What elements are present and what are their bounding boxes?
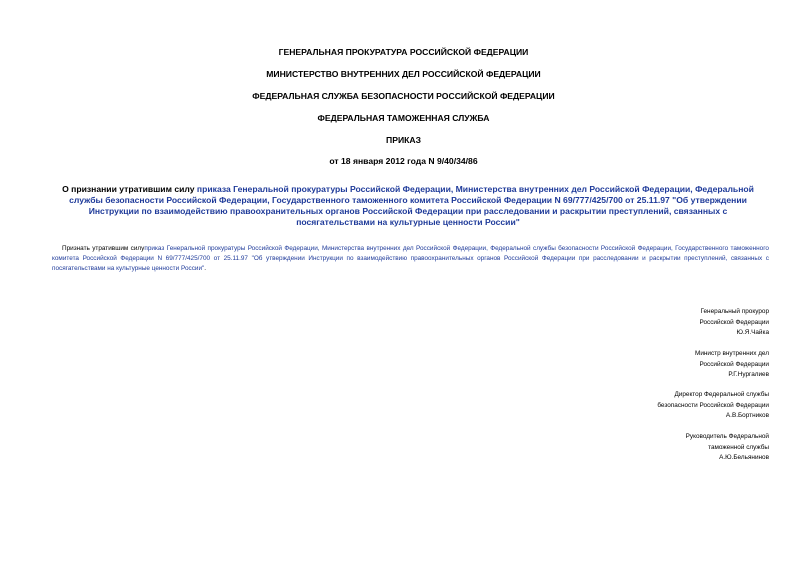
signature-position: Российской Федерации xyxy=(699,360,769,368)
signature-position: Директор Федеральной службы xyxy=(674,391,769,398)
doc-date-number: от 18 января 2012 года N 9/40/34/86 xyxy=(329,156,478,166)
doc-title xyxy=(52,184,764,228)
header-customs-service: ФЕДЕРАЛЬНАЯ ТАМОЖЕННАЯ СЛУЖБА xyxy=(317,113,490,123)
signature-position: Министр внутренних дел xyxy=(695,350,769,357)
signature-position: Генеральный прокурор xyxy=(700,308,769,315)
header-prosecutor-office: ГЕНЕРАЛЬНАЯ ПРОКУРАТУРА РОССИЙСКОЙ ФЕДЕРАЦИИ xyxy=(278,47,529,57)
header-interior-ministry: МИНИСТЕРСТВО ВНУТРЕННИХ ДЕЛ РОССИЙСКОЙ ФЕДЕРАЦИИ xyxy=(266,69,541,79)
doc-title-link[interactable]: приказа Генеральной прокуратуры Российской Федерации, Министерства внутренних дел Российской Федерации, Федеральной службы безопасности Российской Федерации, Государственного таможенного комитета Российской Федерации N 69/777/425/700 от 25.11.97 "Об утверждении Инструкции по взаимодействию правоохранительных органов Российской Федерации при расследовании и раскрытии преступлений, связанных с посягательствами на культурные ценности России" xyxy=(69,184,754,227)
body-suffix: . xyxy=(204,265,207,272)
signature-prosecutor xyxy=(469,307,769,339)
signature-name: Ю.Я.Чайка xyxy=(736,329,769,336)
signature-name: А.В.Бортников xyxy=(725,412,769,419)
signature-position: Российской Федерации xyxy=(699,318,769,326)
signature-customs-head xyxy=(469,432,769,464)
header-security-service: ФЕДЕРАЛЬНАЯ СЛУЖБА БЕЗОПАСНОСТИ РОССИЙСКОЙ ФЕДЕРАЦИИ xyxy=(252,91,555,101)
signature-fsb-director xyxy=(469,390,769,422)
signature-name: А.Ю.Бельянинов xyxy=(719,454,769,461)
signature-name: Р.Г.Нургалиев xyxy=(728,371,769,378)
body-link[interactable]: приказ Генеральной прокуратуры Российской Федерации, Министерства внутренних дел Российской Федерации, Федеральной службы безопасности Российской Федерации, Государственного таможенного комитета Российской Федерации N 69/777/425/700 от 25.11.97 "Об утверждении Инструкции по взаимодействию правоохранительных органов Российской Федерации при расследовании и раскрытии преступлений, связанных с посягательствами на культурные ценности России" xyxy=(52,245,769,272)
body-prefix: Признать утратившим силу xyxy=(62,245,145,252)
doc-title-prefix: О признании утратившим силу xyxy=(62,184,197,194)
signature-position: таможенной службы xyxy=(708,443,769,451)
signature-position: Руководитель Федеральной xyxy=(685,433,769,440)
doc-body-paragraph xyxy=(52,244,769,274)
signature-interior-minister xyxy=(469,349,769,381)
doc-type-order: ПРИКАЗ xyxy=(386,135,421,145)
signature-position: безопасности Российской Федерации xyxy=(657,401,769,409)
